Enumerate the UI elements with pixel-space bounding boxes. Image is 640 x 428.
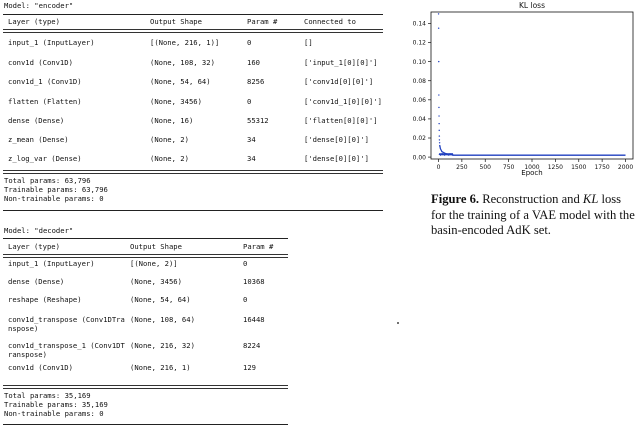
encoder-row-0-col-1: [(None, 216, 1)] [150, 38, 220, 47]
encoder-row-2-col-3: ['conv1d[0][0]'] [304, 77, 374, 86]
plot-frame [431, 12, 633, 159]
encoder-row-2-col-2: 8256 [247, 77, 265, 86]
x-axis-label: Epoch [521, 169, 543, 177]
encoder-row-1-col-2: 160 [247, 58, 260, 67]
data-point [452, 153, 453, 154]
x-tick-label: 1250 [547, 164, 564, 171]
decoder-row-3-col-1: (None, 108, 64) [130, 315, 195, 324]
decoder-top-rule [3, 238, 288, 239]
encoder-bottom-rule [3, 170, 383, 174]
y-tick-label: 0.14 [412, 20, 426, 28]
y-axis [413, 21, 431, 162]
encoder-row-3-col-1: (None, 3456) [150, 97, 202, 106]
encoder-end-rule [3, 210, 383, 211]
data-point [438, 13, 439, 14]
decoder-header-layer: Layer (type) [8, 242, 60, 251]
data-point [439, 135, 440, 136]
y-tick-label: 0.02 [412, 135, 426, 143]
decoder-row-0-col-2: 0 [243, 259, 248, 268]
caption-text-after: loss for the training of a VAE model with the basin-encoded AdK set. [431, 192, 635, 237]
encoder-row-1-col-3: ['input_1[0][0]'] [304, 58, 378, 67]
y-tick-label: 0.04 [412, 116, 426, 124]
y-tick-label: 0.10 [412, 58, 426, 66]
data-point [438, 61, 439, 62]
decoder-row-1-col-0: dense (Dense) [8, 277, 65, 286]
encoder-header-params: Param # [247, 17, 278, 26]
encoder-row-2-col-1: (None, 54, 64) [150, 77, 211, 86]
decoder-row-2-col-2: 0 [243, 295, 248, 304]
encoder-row-3-col-0: flatten (Flatten) [8, 97, 82, 106]
encoder-header-layer: Layer (type) [8, 17, 60, 26]
encoder-row-5-col-2: 34 [247, 135, 256, 144]
decoder-nontrainable-params: Non-trainable params: 0 [4, 409, 104, 418]
data-point [438, 123, 439, 124]
encoder-row-4-col-0: dense (Dense) [8, 116, 65, 125]
encoder-row-5-col-0: z_mean (Dense) [8, 135, 69, 144]
encoder-row-6-col-1: (None, 2) [150, 154, 189, 163]
y-tick-label: 0.12 [412, 39, 426, 47]
decoder-row-3-col-0: conv1d_transpose (Conv1DTra nspose) [8, 315, 125, 333]
decoder-row-1-col-2: 10368 [243, 277, 265, 286]
data-points [438, 13, 626, 156]
encoder-row-4-col-3: ['flatten[0][0]'] [304, 116, 378, 125]
encoder-row-6-col-2: 34 [247, 154, 256, 163]
encoder-row-0-col-0: input_1 (InputLayer) [8, 38, 95, 47]
encoder-row-6-col-0: z_log_var (Dense) [8, 154, 82, 163]
data-point [438, 115, 439, 116]
x-tick-label: 250 [456, 164, 468, 171]
decoder-row-5-col-0: conv1d (Conv1D) [8, 363, 73, 372]
encoder-top-rule [3, 14, 383, 15]
x-tick-label: 1500 [571, 164, 587, 171]
encoder-model-title: Model: "encoder" [4, 1, 74, 10]
encoder-header-connected: Connected to [304, 17, 356, 26]
encoder-row-4-col-2: 55312 [247, 116, 269, 125]
decoder-row-4-col-2: 8224 [243, 341, 261, 350]
decoder-header-rule [3, 254, 288, 258]
data-point [438, 94, 439, 95]
decoder-model-title: Model: "decoder" [4, 226, 74, 235]
data-point [439, 139, 440, 140]
stray-dot [397, 322, 399, 324]
encoder-header-output: Output Shape [150, 17, 202, 26]
data-point [438, 107, 439, 108]
encoder-row-0-col-2: 0 [247, 38, 252, 47]
encoder-row-5-col-1: (None, 2) [150, 135, 189, 144]
decoder-row-4-col-1: (None, 216, 32) [130, 341, 195, 350]
encoder-nontrainable-params: Non-trainable params: 0 [4, 194, 104, 203]
decoder-row-2-col-0: reshape (Reshape) [8, 295, 82, 304]
encoder-row-1-col-1: (None, 108, 32) [150, 58, 215, 67]
encoder-row-3-col-3: ['conv1d_1[0][0]'] [304, 97, 382, 106]
decoder-header-output: Output Shape [130, 242, 182, 251]
caption-text-before: Reconstruction and [479, 192, 583, 206]
x-tick-label: 1000 [524, 164, 540, 171]
y-tick-label: 0.08 [412, 77, 426, 85]
encoder-header-rule [3, 29, 383, 33]
x-tick-label: 750 [502, 164, 515, 171]
figure-caption [431, 192, 636, 239]
data-point [439, 142, 440, 143]
encoder-row-0-col-3: [] [304, 38, 313, 47]
decoder-end-rule [3, 424, 288, 425]
kl-loss-chart [398, 0, 640, 178]
encoder-row-6-col-3: ['dense[0][0]'] [304, 154, 369, 163]
encoder-total-params: Total params: 63,796 [4, 176, 91, 185]
decoder-row-1-col-1: (None, 3456) [130, 277, 182, 286]
encoder-trainable-params: Trainable params: 63,796 [4, 185, 108, 194]
encoder-row-3-col-2: 0 [247, 97, 252, 106]
chart-title: KL loss [519, 1, 545, 10]
x-tick-label: 500 [479, 164, 491, 171]
x-tick-label: 2000 [617, 164, 634, 171]
decoder-row-0-col-0: input_1 (InputLayer) [8, 259, 95, 268]
encoder-row-1-col-0: conv1d (Conv1D) [8, 58, 73, 67]
data-point [439, 130, 440, 131]
decoder-row-0-col-1: [(None, 2)] [130, 259, 178, 268]
decoder-row-5-col-2: 129 [243, 363, 256, 372]
caption-kl-italic: KL [582, 192, 599, 206]
decoder-row-5-col-1: (None, 216, 1) [130, 363, 191, 372]
figure-label: Figure 6. [431, 192, 480, 206]
data-point [438, 28, 439, 29]
encoder-row-4-col-1: (None, 16) [150, 116, 194, 125]
encoder-row-2-col-0: conv1d_1 (Conv1D) [8, 77, 82, 86]
y-tick-label: 0.06 [412, 97, 426, 105]
encoder-row-5-col-3: ['dense[0][0]'] [304, 135, 369, 144]
decoder-header-params: Param # [243, 242, 274, 251]
decoder-row-4-col-0: conv1d_transpose_1 (Conv1DT ranspose) [8, 341, 125, 359]
x-tick-label: 0 [436, 164, 441, 171]
decoder-trainable-params: Trainable params: 35,169 [4, 400, 108, 409]
decoder-row-2-col-1: (None, 54, 64) [130, 295, 191, 304]
decoder-row-3-col-2: 16448 [243, 315, 265, 324]
decoder-total-params: Total params: 35,169 [4, 391, 91, 400]
decoder-bottom-rule [3, 385, 288, 389]
y-tick-label: 0.00 [412, 154, 426, 162]
x-tick-label: 1750 [594, 164, 610, 171]
